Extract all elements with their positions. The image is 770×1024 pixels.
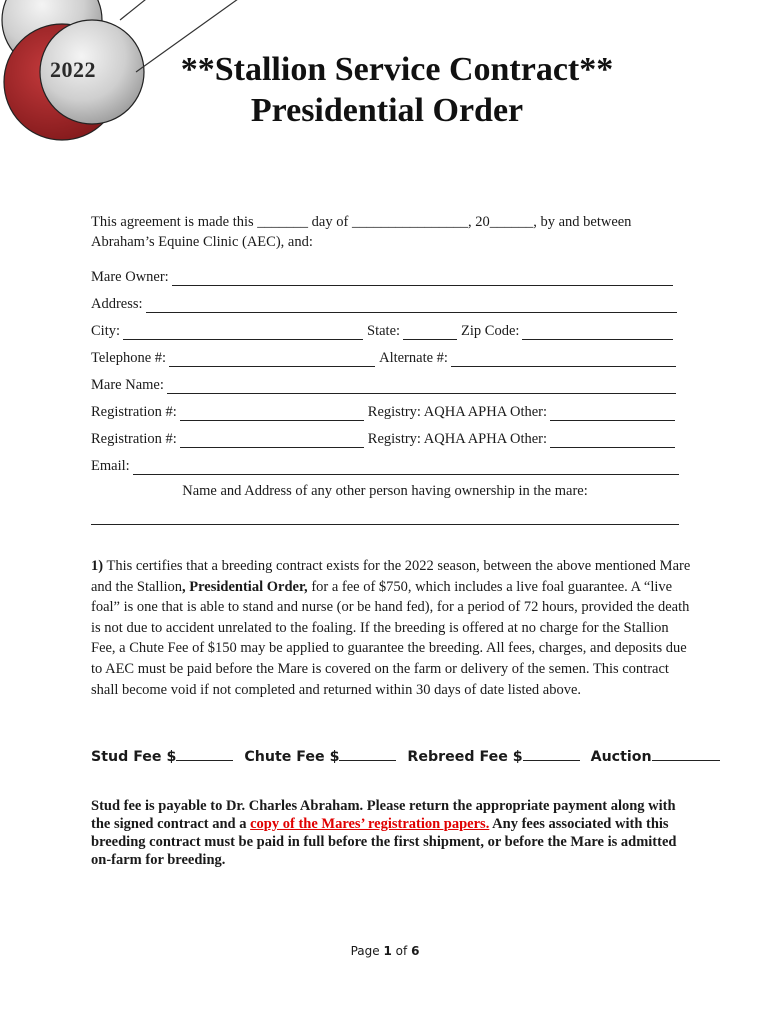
registry-label: Registry: AQHA APHA Other: <box>367 431 548 447</box>
chute-fee-label: Chute Fee $ <box>244 749 340 765</box>
registration-row-1 <box>91 403 679 421</box>
chute-fee-field[interactable] <box>339 748 396 761</box>
payment-note-part-2: Any fees associated with this breeding contract must be paid in full before the first shipment, or before the Mare is admitted on-farm for breeding. <box>91 816 677 868</box>
auction-label: Auction <box>590 749 652 765</box>
email-field[interactable] <box>133 461 679 475</box>
page-word: Page <box>350 944 380 958</box>
mare-name-label: Mare Name: <box>91 377 164 393</box>
registry-label: Registry: AQHA APHA Other: <box>367 404 548 420</box>
address-row <box>91 295 679 313</box>
section-1-text-a: This certifies that a breeding contract exists for the 2022 season, between the above mentioned Mare and the Stallion <box>91 558 691 595</box>
registration-row-2 <box>91 430 679 448</box>
registry-other-field[interactable] <box>550 434 675 448</box>
stallion-name: , Presidential Order, <box>182 578 308 595</box>
page-footer <box>0 944 770 958</box>
section-1-text-b: for a fee of $750, which includes a live foal guarantee. A “live foal” is one that is able to stand and nurse (or be hand fed), for a period of 72 hours, provided the death is not due to accident unrelated to the foaling. If the breeding is offered at no charge for the Stallion Fee, a Chute Fee of $150 may be applied to guarantee the breeding. All fees, charges, and deposits due to AEC must be paid before the Mare is covered on the farm or delivery of the semen. This contract shall become void if not completed and returned within 30 days of date listed above. <box>91 578 690 698</box>
city-label: City: <box>91 323 121 339</box>
mare-name-row <box>91 376 679 394</box>
address-field[interactable] <box>146 299 677 313</box>
rebreed-fee-field[interactable] <box>523 748 580 761</box>
email-row <box>91 457 679 475</box>
registry-other-field[interactable] <box>550 407 675 421</box>
telephone-row <box>91 349 679 367</box>
telephone-field[interactable] <box>169 353 375 367</box>
address-label: Address: <box>91 296 143 312</box>
clinic-name: Abraham’s Equine Clinic (AEC) <box>91 234 281 250</box>
section-1-paragraph <box>91 556 691 700</box>
city-row <box>91 322 679 340</box>
logo-year: 2022 <box>50 57 96 82</box>
of-word: of <box>395 944 408 958</box>
payment-note <box>91 797 691 869</box>
rebreed-fee-label: Rebreed Fee $ <box>407 749 523 765</box>
email-label: Email: <box>91 458 130 474</box>
city-field[interactable] <box>123 326 363 340</box>
mare-owner-field[interactable] <box>172 272 673 286</box>
mare-name-field[interactable] <box>167 380 676 394</box>
registration-papers-link[interactable]: copy of the Mares’ registration papers. <box>250 816 490 832</box>
registration-label: Registration #: <box>91 431 177 447</box>
registration-field[interactable] <box>180 434 364 448</box>
state-label: State: <box>367 323 401 339</box>
ownership-note: Name and Address of any other person having ownership in the mare: <box>182 483 588 499</box>
stallion-name-title: Presidential Order <box>250 92 524 129</box>
section-number: 1) <box>91 558 104 574</box>
alternate-field[interactable] <box>451 353 676 367</box>
auction-field[interactable] <box>652 748 720 761</box>
intro-line-2-suffix: , and: <box>280 234 313 250</box>
zip-label: Zip Code: <box>461 323 520 339</box>
telephone-label: Telephone #: <box>91 350 167 366</box>
alternate-label: Alternate #: <box>379 350 448 366</box>
total-pages: 6 <box>411 944 420 958</box>
intro-line-1: This agreement is made this _______ day of ________________, 20______, by and between <box>91 214 632 230</box>
mare-owner-row <box>91 268 679 286</box>
intro-paragraph <box>91 212 691 252</box>
stud-fee-label: Stud Fee $ <box>91 749 177 765</box>
other-owner-field[interactable] <box>91 524 679 525</box>
registration-label: Registration #: <box>91 404 177 420</box>
stud-fee-field[interactable] <box>176 748 233 761</box>
registration-field[interactable] <box>180 407 364 421</box>
payment-note-part-1: Stud fee is payable to Dr. Charles Abraham. Please return the appropriate payment along with the signed contract and a <box>91 798 676 832</box>
zip-field[interactable] <box>522 326 673 340</box>
contract-title: **Stallion Service Contract** <box>180 51 614 88</box>
current-page: 1 <box>383 944 392 958</box>
intro-line-2 <box>91 232 691 252</box>
state-field[interactable] <box>403 326 457 340</box>
mare-owner-label: Mare Owner: <box>91 269 169 285</box>
fees-row <box>91 748 720 765</box>
